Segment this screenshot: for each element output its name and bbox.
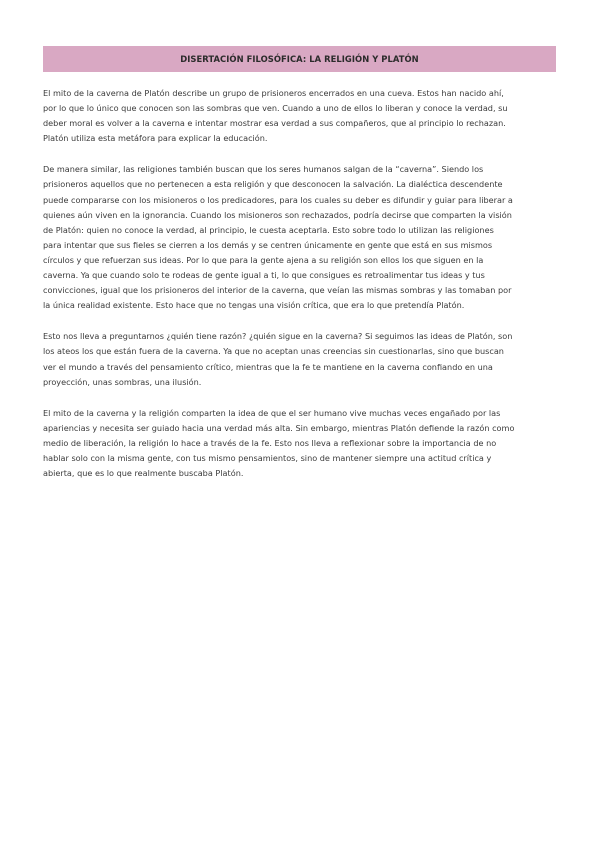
text-line: los ateos los que están fuera de la caverna. Ya que no aceptan unas creencias sin cuestionarlas, sino que buscan: [43, 346, 504, 357]
text-line: deber moral es volver a la caverna e intentar mostrar esa verdad a sus compañeros, que al principio lo rechazan.: [43, 118, 506, 129]
text-line: El mito de la caverna de Platón describe un grupo de prisioneros encerrados en una cueva. Estos han nacido ahí,: [43, 88, 504, 98]
text-line: convicciones, igual que los prisioneros del interior de la caverna, que veían las mismas sombras y las tomaban por: [43, 285, 512, 296]
text-line: de Platón: quien no conoce la verdad, al principio, le cuesta aceptarla. Esto sobre todo lo utilizan las religiones: [43, 224, 494, 235]
text-line: hablar solo con la misma gente, con tus mismo pensamientos, sino de mantener siempre una actitud crítica y: [43, 452, 492, 463]
text-line: círculos y que refuerzan sus ideas. Por lo que para la gente ajena a su religión son ellos los que siguen en la: [43, 254, 484, 265]
text-line: medio de liberación, la religión lo hace a través de la fe. Esto nos lleva a reflexionar sobre la importancia de no: [43, 437, 497, 448]
text-line: quienes aún viven en la ignorancia. Cuando los misioneros son rechazados, podría decirse que comparten la visión: [43, 209, 512, 220]
document-title: DISERTACIÓN FILOSÓFICA: LA RELIGIÓN Y PLATÓN: [180, 54, 419, 64]
text-line: caverna. Ya que cuando solo te rodeas de gente igual a ti, lo que consigues es retroalimentar tus ideas y tus: [43, 270, 485, 281]
paragraph-2: [43, 162, 558, 313]
text-line: apariencias y necesita ser guiado hacia una verdad más alta. Sin embargo, mientras Platón defiende la razón como: [43, 422, 515, 433]
text-line: De manera similar, las religiones también buscan que los seres humanos salgan de la “caverna”. Siendo los: [43, 164, 484, 175]
text-line: puede compararse con los misioneros o los predicadores, para los cuales su deber es difundir y guiar para liberar a: [43, 194, 513, 205]
document-body: [43, 86, 558, 497]
title-banner: [43, 46, 556, 72]
text-line: proyección, unas sombras, una ilusión.: [43, 376, 202, 387]
text-line: prisioneros aquellos que no pertenecen a esta religión y que desconocen la salvación. La dialéctica descendente: [43, 179, 503, 190]
paragraph-1: [43, 86, 558, 146]
text-line: ver el mundo a través del pensamiento crítico, mientras que la fe te mantiene en la caverna confiando en una: [43, 361, 493, 372]
text-line: la única realidad existente. Esto hace que no tengas una visión crítica, que era lo que pretendía Platón.: [43, 300, 465, 311]
text-line: abierta, que es lo que realmente buscaba Platón.: [43, 468, 244, 479]
text-line: por lo que lo único que conocen son las sombras que ven. Cuando a uno de ellos lo liberan y conoce la verdad, su: [43, 103, 508, 114]
text-line: Esto nos lleva a preguntarnos ¿quién tiene razón? ¿quién sigue en la caverna? Si seguimos las ideas de Platón, son: [43, 331, 513, 342]
text-line: Platón utiliza esta metáfora para explicar la educación.: [43, 133, 268, 144]
text-line: para intentar que sus fieles se cierren a los demás y se centren únicamente en gente que está en sus mismos: [43, 239, 493, 250]
paragraph-4: [43, 406, 558, 481]
text-line: El mito de la caverna y la religión comparten la idea de que el ser humano vive muchas veces engañado por las: [43, 407, 501, 418]
paragraph-3: [43, 329, 558, 389]
